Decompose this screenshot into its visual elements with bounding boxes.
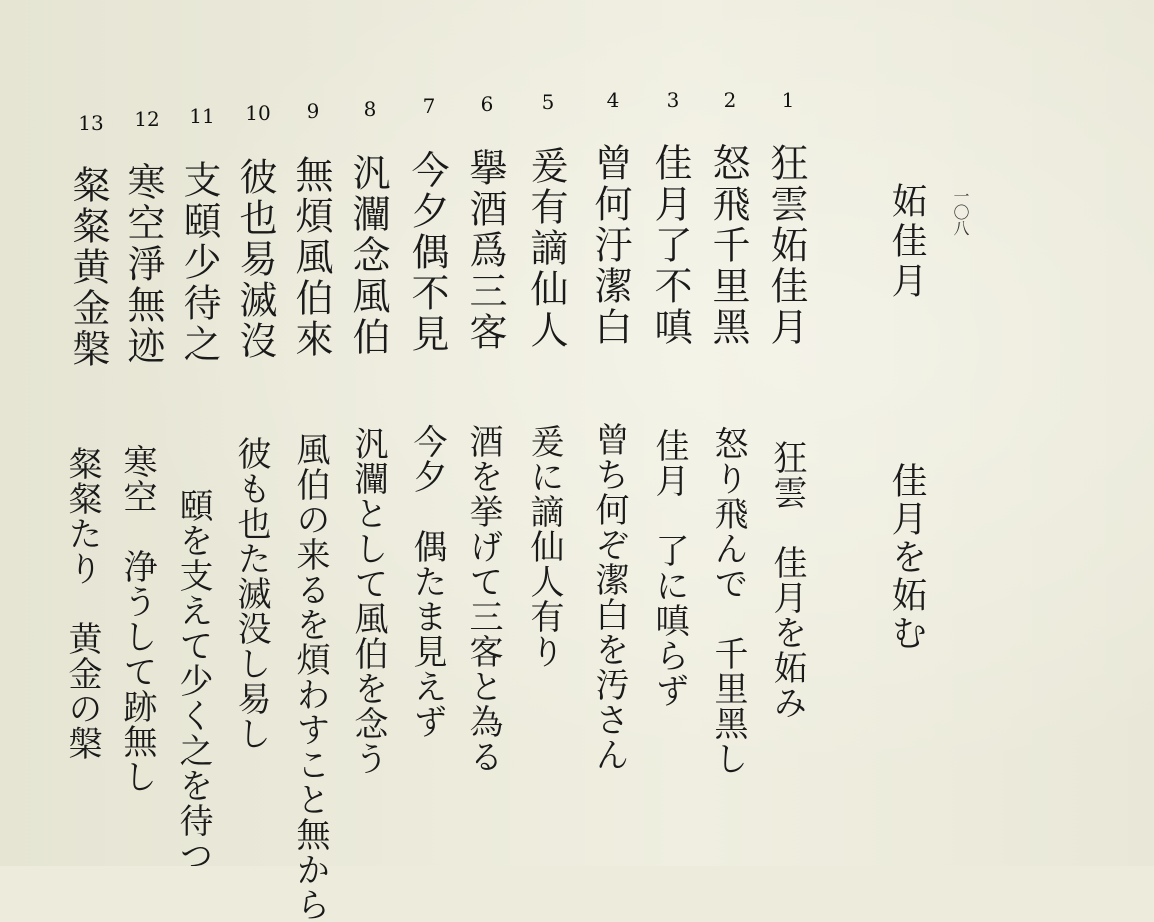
- line-number: 5: [541, 90, 555, 114]
- poem-line-kundoku: 彼も也た滅没し易し: [231, 436, 271, 751]
- line-number: 7: [422, 94, 436, 118]
- poem-line-kundoku: 曾ち何ぞ潔白を汚さん: [589, 422, 629, 772]
- line-number: 1: [781, 88, 795, 112]
- poem-line-kanbun: 爰有謫仙人: [524, 146, 568, 351]
- line-number: 10: [245, 101, 271, 125]
- poem-line-kundoku: 粲粲たり 黄金の槃: [62, 446, 102, 761]
- poem-line-kundoku: 風伯の来るを煩わすこと無から: [290, 432, 330, 922]
- poem-line-kundoku: 酒を挙げて三客と為る: [463, 424, 503, 774]
- poem-title-kanbun: 妬佳月: [886, 182, 927, 302]
- poem-line-kanbun: 擧酒爲三客: [463, 148, 507, 353]
- line-number: 13: [78, 111, 104, 135]
- poem-line-kundoku: 爰に謫仙人有り: [524, 424, 564, 669]
- line-number: 3: [666, 88, 680, 112]
- poem-line-kanbun: 今夕偶不見: [405, 150, 449, 355]
- poem-line-kanbun: 彼也易滅沒: [233, 157, 277, 362]
- poem-line-kundoku: 汎灛として風伯を念う: [348, 426, 388, 776]
- poem-title-kundoku: 佳月を妬む: [886, 462, 927, 652]
- poem-line-kanbun: 無煩風伯來: [289, 155, 333, 360]
- poem-line-kanbun: 佳月了不嗔: [648, 143, 692, 348]
- line-number: 8: [363, 97, 377, 121]
- line-number: 6: [480, 92, 494, 116]
- poem-line-kundoku: 佳月 了に嗔らず: [649, 428, 689, 708]
- poem-line-kundoku: 怒り飛んで 千里黑し: [708, 426, 748, 776]
- poem-line-kundoku: 頤を支えて少く之を待つ: [173, 488, 213, 873]
- line-number: 11: [189, 104, 215, 128]
- line-number: 12: [134, 107, 160, 131]
- line-number: 9: [306, 99, 320, 123]
- poem-line-kundoku: 今夕 偶たま見えず: [407, 424, 447, 739]
- poem-line-kanbun: 怒飛千里黑: [706, 143, 750, 348]
- poem-line-kanbun: 粲粲黄金槃: [66, 165, 110, 370]
- poem-line-kanbun: 汎灛念風伯: [346, 153, 390, 358]
- poem-line-kanbun: 狂雲妬佳月: [764, 143, 808, 348]
- poem-line-kundoku: 狂雲 佳月を妬み: [767, 440, 807, 720]
- poem-line-kanbun: 曾何汙潔白: [588, 143, 632, 348]
- line-number: 2: [723, 88, 737, 112]
- poem-line-kundoku: 寒空 浄うして跡無し: [117, 444, 157, 794]
- poem-line-kanbun: 寒空淨無迹: [121, 162, 165, 367]
- line-number: 4: [606, 88, 620, 112]
- page-number: 一〇八: [951, 188, 970, 236]
- poem-line-kanbun: 支頤少待之: [177, 160, 221, 365]
